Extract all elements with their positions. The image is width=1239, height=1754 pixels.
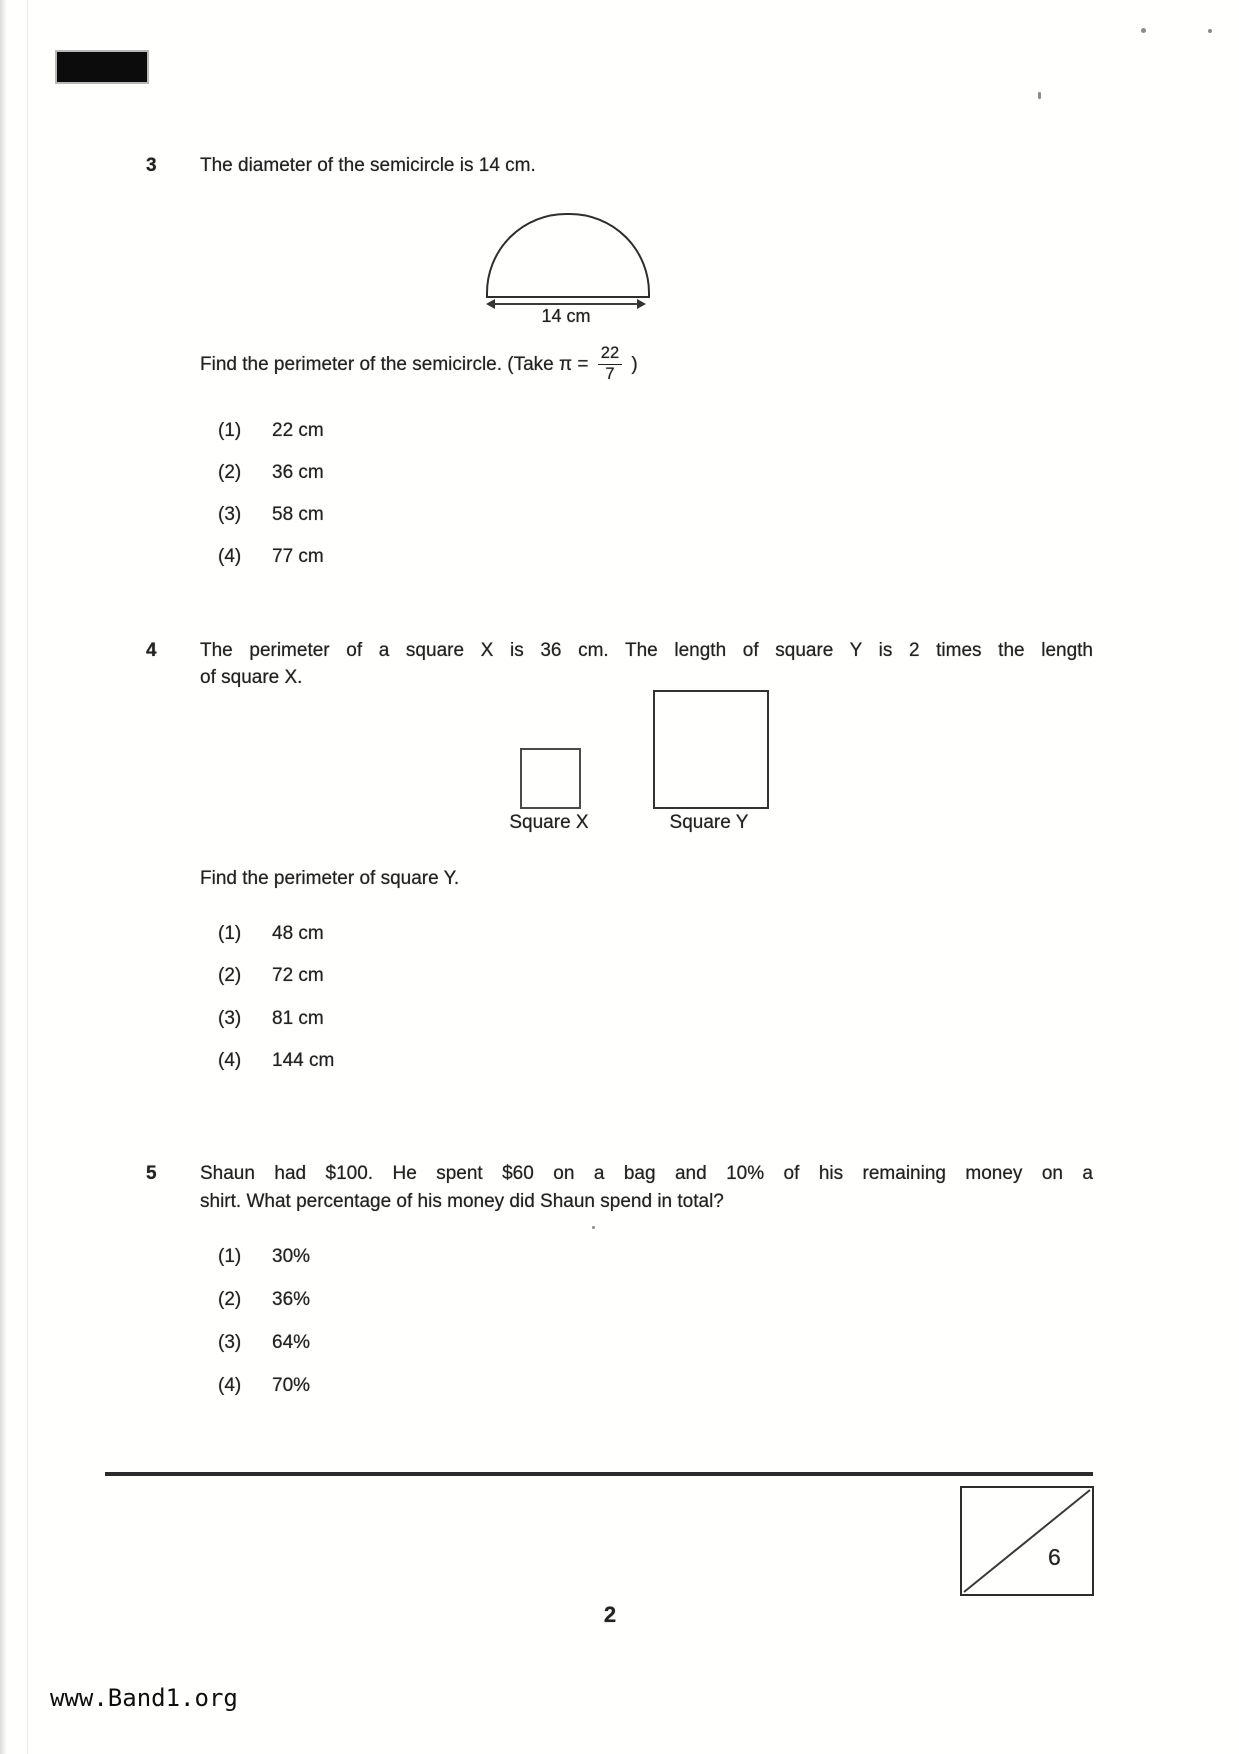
scan-edge-shading	[0, 0, 7, 1754]
square-x-figure	[520, 748, 581, 809]
arrow-line	[491, 303, 641, 305]
scan-speck	[1141, 28, 1146, 33]
option-value: 48 cm	[272, 923, 324, 944]
option-row	[218, 1246, 310, 1268]
option-row	[218, 1008, 324, 1030]
footer-rule	[105, 1472, 1093, 1476]
prompt-prefix: Find the perimeter of the semicircle. (Take π =	[200, 354, 594, 375]
option-row	[218, 462, 324, 484]
question-5-text-line2: shirt. What percentage of his money did Shaun spend in total?	[200, 1191, 724, 1212]
option-label: (3)	[218, 1008, 242, 1029]
corner-box-number: 6	[1048, 1544, 1061, 1570]
option-label: (2)	[218, 1289, 242, 1310]
option-value: 58 cm	[272, 504, 324, 525]
question-4-text-line2: of square X.	[200, 667, 303, 688]
option-value: 72 cm	[272, 965, 324, 986]
watermark-url: www.Band1.org	[50, 1684, 238, 1712]
option-row	[218, 1332, 310, 1354]
option-row	[218, 504, 324, 526]
corner-score-box	[960, 1486, 1094, 1596]
option-label: (4)	[218, 546, 242, 567]
square-y-label: Square Y	[669, 812, 749, 833]
scan-speck	[1208, 29, 1212, 33]
option-value: 77 cm	[272, 546, 324, 567]
option-value: 22 cm	[272, 420, 324, 441]
prompt-suffix: )	[626, 354, 638, 375]
option-value: 144 cm	[272, 1050, 335, 1071]
square-x-label: Square X	[509, 812, 589, 833]
option-label: (1)	[218, 420, 242, 441]
question-3-number: 3	[146, 155, 157, 176]
option-value: 64%	[272, 1332, 311, 1353]
question-3-text: The diameter of the semicircle is 14 cm.	[200, 155, 536, 176]
option-value: 81 cm	[272, 1008, 324, 1029]
option-label: (3)	[218, 1332, 242, 1353]
question-4-number: 4	[146, 640, 157, 661]
option-label: (2)	[218, 965, 242, 986]
redaction-box	[55, 50, 149, 84]
option-row	[218, 1289, 310, 1311]
option-row	[218, 546, 324, 568]
question-4-prompt: Find the perimeter of square Y.	[200, 868, 460, 889]
option-value: 36 cm	[272, 462, 324, 483]
question-5-text-line1: Shaun had $100. He spent $60 on a bag and 10% of his remaining money on a	[200, 1163, 1093, 1184]
option-label: (4)	[218, 1050, 242, 1071]
fraction-numerator: 22	[598, 344, 622, 364]
semicircle-figure	[486, 213, 650, 298]
dimension-label: 14 cm	[541, 306, 591, 326]
pi-fraction	[598, 344, 622, 384]
option-label: (2)	[218, 462, 242, 483]
option-label: (1)	[218, 1246, 242, 1267]
option-label: (3)	[218, 504, 242, 525]
option-row	[218, 420, 324, 442]
question-3-prompt	[200, 342, 638, 388]
scan-speck	[1038, 92, 1041, 99]
diagonal-line	[962, 1488, 1092, 1594]
question-5-number: 5	[146, 1163, 157, 1184]
option-value: 36%	[272, 1289, 311, 1310]
scan-edge-line	[27, 0, 28, 1754]
square-y-figure	[653, 690, 769, 809]
option-row	[218, 1050, 334, 1072]
option-label: (4)	[218, 1375, 242, 1396]
question-4-text-line1: The perimeter of a square X is 36 cm. The length of square Y is 2 times the length	[200, 640, 1093, 661]
option-label: (1)	[218, 923, 242, 944]
page-number: 2	[603, 1602, 617, 1627]
fraction-denominator: 7	[605, 365, 615, 383]
option-value: 30%	[272, 1246, 311, 1267]
option-row	[218, 1375, 310, 1397]
option-row	[218, 965, 324, 987]
scan-speck	[592, 1226, 595, 1229]
option-row	[218, 923, 324, 945]
option-value: 70%	[272, 1375, 311, 1396]
